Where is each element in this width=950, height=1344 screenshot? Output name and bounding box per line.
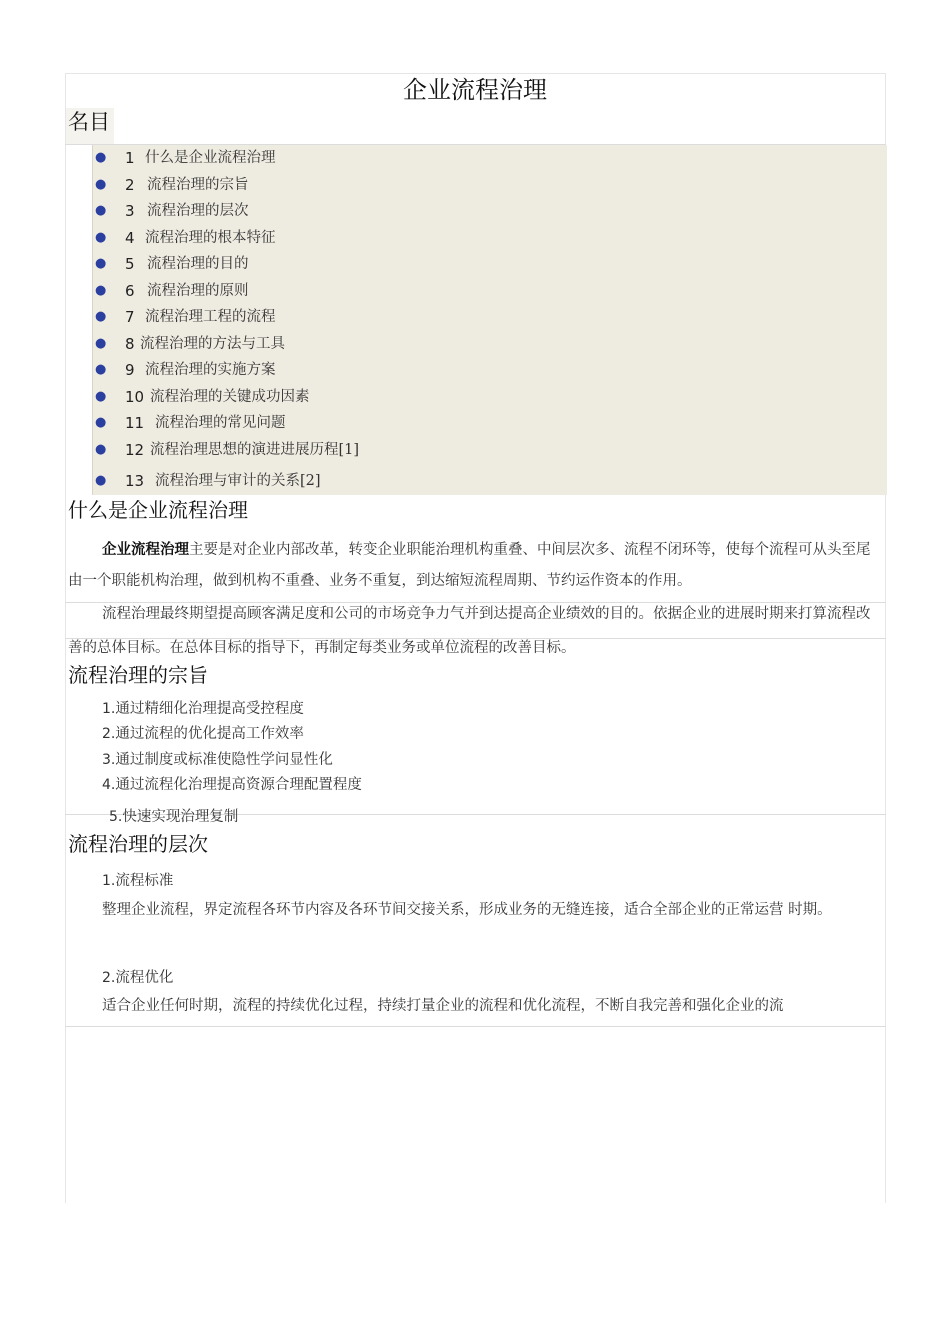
bullet-icon: ● <box>95 150 107 165</box>
toc-number: 6 <box>125 282 135 300</box>
item-text: 通过流程的优化提高工作效率 <box>115 726 304 742</box>
toc-link[interactable]: 流程治理的原则 <box>147 283 249 299</box>
bullet-icon: ● <box>95 230 107 245</box>
toc-link[interactable]: 流程治理的方法与工具 <box>140 336 285 352</box>
toc-link[interactable]: 流程治理的层次 <box>147 203 249 219</box>
bullet-icon: ● <box>95 442 107 457</box>
purpose-item <box>102 697 304 718</box>
item-number: 3. <box>102 752 116 768</box>
toc-number: 9 <box>125 361 135 379</box>
item-number: 4. <box>102 777 116 793</box>
item-number: 1. <box>102 701 116 717</box>
bullet-icon: ● <box>95 415 107 430</box>
section3-paragraph-2: 适合企业任何时期，流程的持续优化过程，持续打量企业的流程和优化流程，不断自我完善和强化企业的流 <box>102 998 784 1014</box>
item-text: 通过流程化治理提高资源合理配置程度 <box>115 777 362 793</box>
toc-number: 1 <box>125 149 135 167</box>
document-title: 企业流程治理 <box>403 76 547 104</box>
bold-term: 企业流程治理 <box>102 541 189 558</box>
bullet-icon: ● <box>95 389 107 404</box>
toc-link[interactable]: 什么是企业流程治理 <box>145 150 276 166</box>
purpose-item <box>102 748 333 769</box>
toc-number: 3 <box>125 202 135 220</box>
section1-paragraph-2: 流程治理最终期望提高顾客满足度和公司的市场竞争力气并到达提高企业绩效的目的。依据企业的进展时期来打算流程改善的总体目标。在总体目标的指导下，再制定每类业务或单位流程的改善目标。 <box>68 606 871 656</box>
purpose-item <box>102 722 304 743</box>
bullet-icon: ● <box>95 283 107 298</box>
toc-number: 4 <box>125 229 135 247</box>
item-text: 通过精细化治理提高受控程度 <box>115 701 304 717</box>
item-number: 2. <box>102 726 116 742</box>
bullet-icon: ● <box>95 177 107 192</box>
bullet-icon: ● <box>95 362 107 377</box>
toc-link[interactable]: 流程治理思想的演进进展历程[1] <box>150 442 360 458</box>
toc-link[interactable]: 流程治理与审计的关系[2] <box>155 473 321 489</box>
section-heading-purpose: 流程治理的宗旨 <box>68 663 208 687</box>
item-text: 流程优化 <box>115 970 174 986</box>
section-heading-levels: 流程治理的层次 <box>68 832 208 856</box>
toc-link[interactable]: 流程治理的关键成功因素 <box>150 389 310 405</box>
section3-paragraph-1: 整理企业流程，界定流程各环节内容及各环节间交接关系，形成业务的无缝连接，适合全部企业的正常运营 时期。 <box>102 902 832 918</box>
toc-number: 10 <box>125 388 145 406</box>
toc-number: 13 <box>125 472 145 490</box>
bullet-icon: ● <box>95 473 107 488</box>
toc-heading: 名目 <box>66 108 114 144</box>
toc-link[interactable]: 流程治理的常见问题 <box>155 415 286 431</box>
item-number: 5. <box>109 809 123 825</box>
toc-link[interactable]: 流程治理的实施方案 <box>145 362 276 378</box>
item-text: 流程标准 <box>115 873 174 889</box>
toc-link[interactable]: 流程治理工程的流程 <box>145 309 276 325</box>
item-number: 2. <box>102 970 116 986</box>
section-heading-what: 什么是企业流程治理 <box>68 498 248 522</box>
toc-link[interactable]: 流程治理的根本特征 <box>145 230 276 246</box>
paragraph-text: 主要是对企业内部改革，转变企业职能治理机构重叠、中间层次多、流程不闭环等，使每个流程可从头至尾由一个职能机构治理，做到机构不重叠、业务不重复，到达缩短流程周期、节约运作资本的作用。 <box>68 542 871 589</box>
level-subheading <box>102 966 173 987</box>
toc-number: 5 <box>125 255 135 273</box>
toc-link[interactable]: 流程治理的目的 <box>147 256 249 272</box>
level-subheading <box>102 869 173 890</box>
bullet-icon: ● <box>95 256 107 271</box>
bullet-icon: ● <box>95 203 107 218</box>
toc-number: 12 <box>125 441 145 459</box>
item-text: 通过制度或标准使隐性学问显性化 <box>115 752 333 768</box>
toc-number: 8 <box>125 335 135 353</box>
toc-number: 7 <box>125 308 135 326</box>
toc-link[interactable]: 流程治理的宗旨 <box>147 177 249 193</box>
bullet-icon: ● <box>95 336 107 351</box>
divider <box>65 1026 886 1027</box>
section1-paragraph-1 <box>68 534 880 597</box>
item-number: 1. <box>102 873 116 889</box>
toc-number: 11 <box>125 414 145 432</box>
item-text: 快速实现治理复制 <box>122 809 239 825</box>
purpose-item <box>109 805 238 826</box>
bullet-icon: ● <box>95 309 107 324</box>
toc-number: 2 <box>125 176 135 194</box>
purpose-item <box>102 773 362 794</box>
